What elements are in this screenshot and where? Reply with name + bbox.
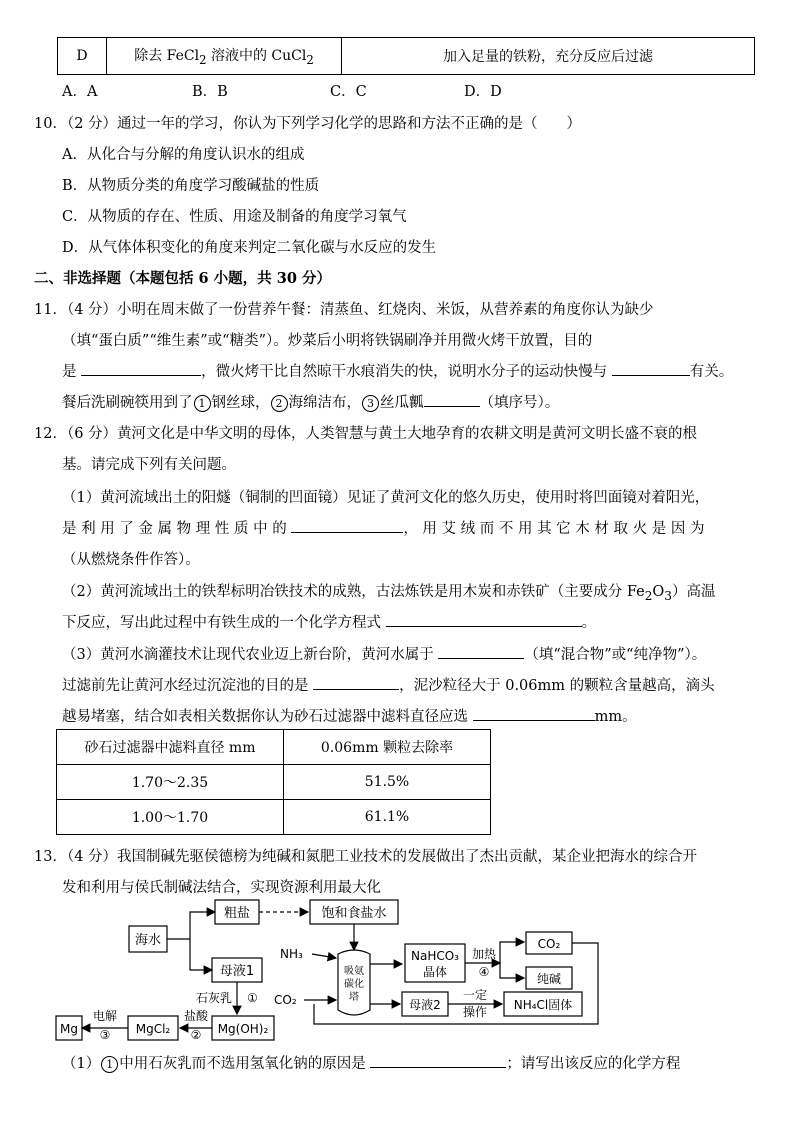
step-1-label: ① bbox=[247, 991, 258, 1005]
step-4-label: ④ bbox=[478, 965, 490, 979]
operation-label-2: 操作 bbox=[462, 1005, 488, 1019]
table-header: 0.06mm 颗粒去除率 bbox=[284, 730, 491, 765]
q9-option-c: C．C bbox=[330, 84, 367, 100]
reagent-table-row-d bbox=[57, 37, 755, 75]
answer-blank[interactable] bbox=[313, 675, 399, 691]
q11-line3: 是 ，微火烤干比自然晾干水痕消失的快，说明水分子的运动快慢与 有关。 bbox=[62, 360, 733, 381]
tower-label-2: 碳化 bbox=[344, 979, 364, 990]
q12-part1-line3: （从燃烧条件作答）。 bbox=[62, 552, 200, 568]
seawater-label: 海水 bbox=[134, 933, 162, 948]
section-heading: 二、非选择题（本题包括 6 小题，共 30 分） bbox=[34, 270, 331, 287]
mgoh2-label: Mg(OH)₂ bbox=[217, 1022, 269, 1036]
table-cell: 1.70～2.35 bbox=[57, 765, 284, 800]
answer-blank[interactable] bbox=[370, 1053, 506, 1069]
q10-option-b: B．从物质分类的角度学习酸碱盐的性质 bbox=[62, 178, 320, 194]
heat-label: 加热 bbox=[471, 947, 497, 961]
crystal-label: 晶体 bbox=[422, 965, 448, 979]
q10-stem: 10．（2 分）通过一年的学习，你认为下列学习化学的思路和方法不正确的是（ ） bbox=[34, 116, 582, 132]
q12-part1-line2: 是 利 用 了 金 属 物 理 性 质 中 的 ， 用 艾 绒 而 不 用 其 它 木 材 取 火 是 因 为 bbox=[62, 517, 704, 538]
step-3-label: ③ bbox=[99, 1028, 111, 1042]
tower-label-1: 吸氨 bbox=[344, 966, 364, 977]
q13-line2: 发和利用与侯氏制碱法结合，实现资源利用最大化 bbox=[62, 880, 381, 896]
answer-blank[interactable] bbox=[291, 518, 403, 534]
lime-milk-label: 石灰乳 bbox=[195, 991, 233, 1005]
table-row bbox=[57, 765, 491, 800]
mother-liquor-2-label: 母液2 bbox=[409, 998, 441, 1012]
q12-line2: 基。请完成下列有关问题。 bbox=[62, 457, 236, 473]
nh3-label: NH₃ bbox=[280, 947, 303, 961]
q11-line2: （填“蛋白质”“维生素”或“糖类”）。炒菜后小明将铁锅刷净并用微火烤干放置，目的 bbox=[62, 333, 593, 349]
table-row bbox=[57, 800, 491, 835]
step-2-label: ② bbox=[190, 1028, 202, 1042]
q12-part3-line2: 过滤前先让黄河水经过沉淀池的目的是 ，泥沙粒径大于 0.06mm 的颗粒含量越高，滴头 bbox=[62, 674, 715, 695]
answer-blank[interactable] bbox=[386, 612, 582, 628]
co2-out-label: CO₂ bbox=[537, 937, 561, 951]
mg-label: Mg bbox=[60, 1022, 78, 1036]
answer-blank[interactable] bbox=[81, 361, 201, 377]
q12-line1: 12．（6 分）黄河文化是中华文明的母体，人类智慧与黄土大地孕育的农耕文明是黄河文明长盛不衰的根 bbox=[34, 426, 698, 442]
tower-label-3: 塔 bbox=[349, 992, 359, 1003]
mgcl2-label: MgCl₂ bbox=[135, 1022, 171, 1036]
nh4cl-label: NH₄Cl固体 bbox=[513, 998, 573, 1012]
nahco3-label: NaHCO₃ bbox=[411, 949, 459, 963]
co2-in-label: CO₂ bbox=[274, 993, 297, 1007]
table-cell: 51.5% bbox=[284, 765, 491, 800]
q11-line4: 餐后洗刷碗筷用到了 1 钢丝球， 2 海绵洁布， 3 丝瓜瓤 （填序号）。 bbox=[62, 391, 559, 412]
table-cell: 61.1% bbox=[284, 800, 491, 835]
mother-liquor-1-label: 母液1 bbox=[219, 964, 255, 979]
table-header: 砂石过滤器中滤料直径 mm bbox=[57, 730, 284, 765]
table-cell-letter: D bbox=[58, 38, 107, 75]
answer-blank[interactable] bbox=[424, 392, 480, 408]
q9-option-d: D．D bbox=[464, 84, 502, 100]
q10-option-c: C．从物质的存在、性质、用途及制备的角度学习氧气 bbox=[62, 209, 407, 225]
q12-part3-line3: 越易堵塞，结合如表相关数据你认为砂石过滤器中滤料直径应选 mm。 bbox=[62, 705, 637, 726]
q10-option-a: A．从化合与分解的角度认识水的组成 bbox=[62, 147, 305, 163]
answer-blank[interactable] bbox=[438, 644, 524, 660]
q12-part2-line1: （2）黄河流域出土的铁犁标明冶铁技术的成熟，古法炼铁是用木炭和赤铁矿（主要成分 $Fe_2O_3$）高温 bbox=[62, 584, 716, 603]
saturated-brine-label: 饱和食盐水 bbox=[321, 906, 387, 921]
q13-line1: 13．（4 分）我国制碱先驱侯德榜为纯碱和氮肥工业技术的发展做出了杰出贡献，某企业把海水的综合开 bbox=[34, 849, 698, 865]
q11-line1: 11．（4 分）小明在周末做了一份营养午餐：清蒸鱼、红烧肉、米饭，从营养素的角度你认为缺少 bbox=[34, 302, 654, 318]
process-flow-diagram bbox=[52, 892, 612, 1042]
q9-option-b: B．B bbox=[192, 84, 228, 100]
operation-label-1: 一定 bbox=[462, 988, 488, 1002]
table-cell: 1.00～1.70 bbox=[57, 800, 284, 835]
q13-part1-line1: （1） 1 中用石灰乳而不选用氢氧化钠的原因是 ；请写出该反应的化学方程 bbox=[62, 1052, 680, 1073]
table-cell-method: 加入足量的铁粉，充分反应后过滤 bbox=[342, 38, 755, 75]
table-cell-purpose: 除去 FeCl$_2$ 溶液中的 CuCl$_2$ bbox=[107, 38, 342, 75]
filter-data-table bbox=[56, 729, 491, 835]
q12-part2-line2: 下反应，写出此过程中有铁生成的一个化学方程式 。 bbox=[62, 611, 596, 632]
q10-option-d: D．从气体体积变化的角度来判定二氧化碳与水反应的发生 bbox=[62, 240, 437, 256]
answer-blank[interactable] bbox=[473, 706, 595, 722]
electrolysis-label: 电解 bbox=[92, 1009, 118, 1023]
soda-label: 纯碱 bbox=[536, 972, 562, 986]
q9-option-a: A．A bbox=[62, 84, 98, 100]
q12-part3-line1: （3）黄河水滴灌技术让现代农业迈上新台阶，黄河水属于 （填“混合物”或“纯净物”）。 bbox=[62, 643, 706, 664]
hcl-label: 盐酸 bbox=[183, 1009, 209, 1023]
crude-salt-label: 粗盐 bbox=[223, 906, 251, 921]
q12-part1-line1: （1）黄河流域出土的阳燧（铜制的凹面镜）见证了黄河文化的悠久历史，使用时将凹面镜对着阳光， bbox=[62, 490, 710, 506]
answer-blank[interactable] bbox=[612, 361, 690, 377]
